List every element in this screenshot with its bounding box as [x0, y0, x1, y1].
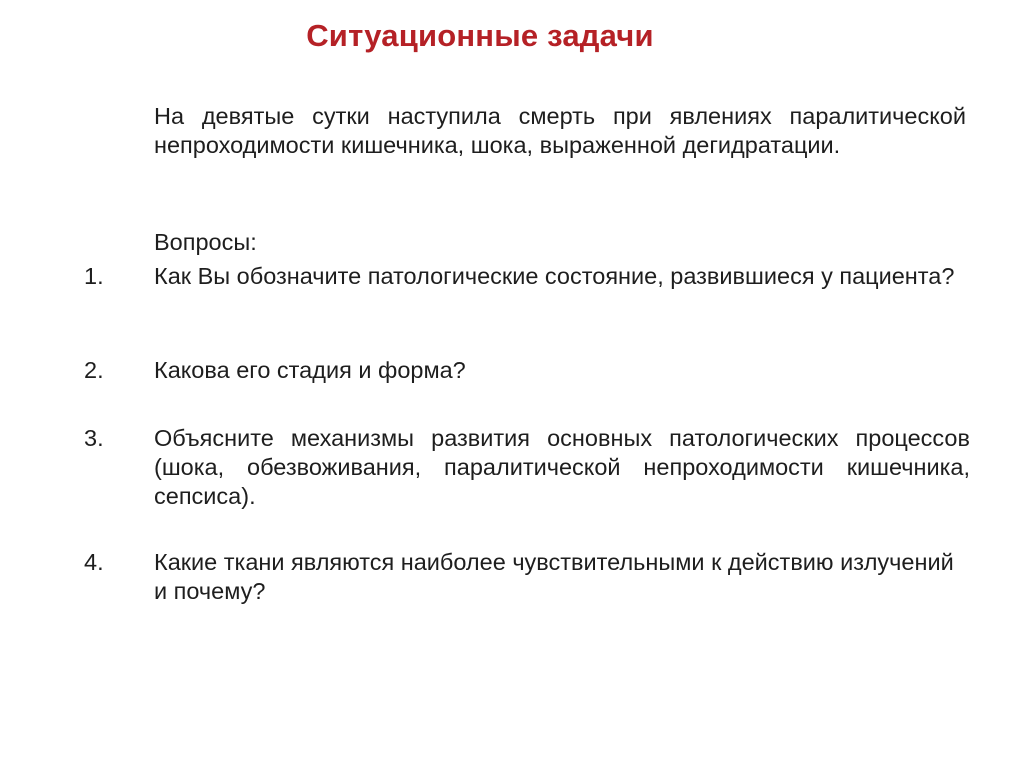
question-number: 3.	[84, 425, 104, 451]
question-text: Какова его стадия и форма?	[154, 357, 466, 383]
question-text: Какие ткани являются наиболее чувствительными к действию излучений и почему?	[154, 549, 954, 604]
slide-title: Ситуационные задачи	[306, 18, 654, 53]
question-number: 4.	[84, 549, 104, 575]
question-number: 2.	[84, 357, 104, 383]
case-description: На девятые сутки наступила смерть при явлениях паралитической непроходимости кишечника, шока, выраженной дегидратации.	[154, 103, 966, 158]
question-text: Как Вы обозначите патологические состояние, развившиеся у пациента?	[154, 263, 955, 289]
question-number: 1.	[84, 263, 104, 289]
question-text: Объясните механизмы развития основных патологических процессов (шока, обезвоживания, паралитической непроходимости кишечника, сепсиса).	[154, 425, 970, 509]
questions-heading: Вопросы:	[154, 229, 257, 255]
